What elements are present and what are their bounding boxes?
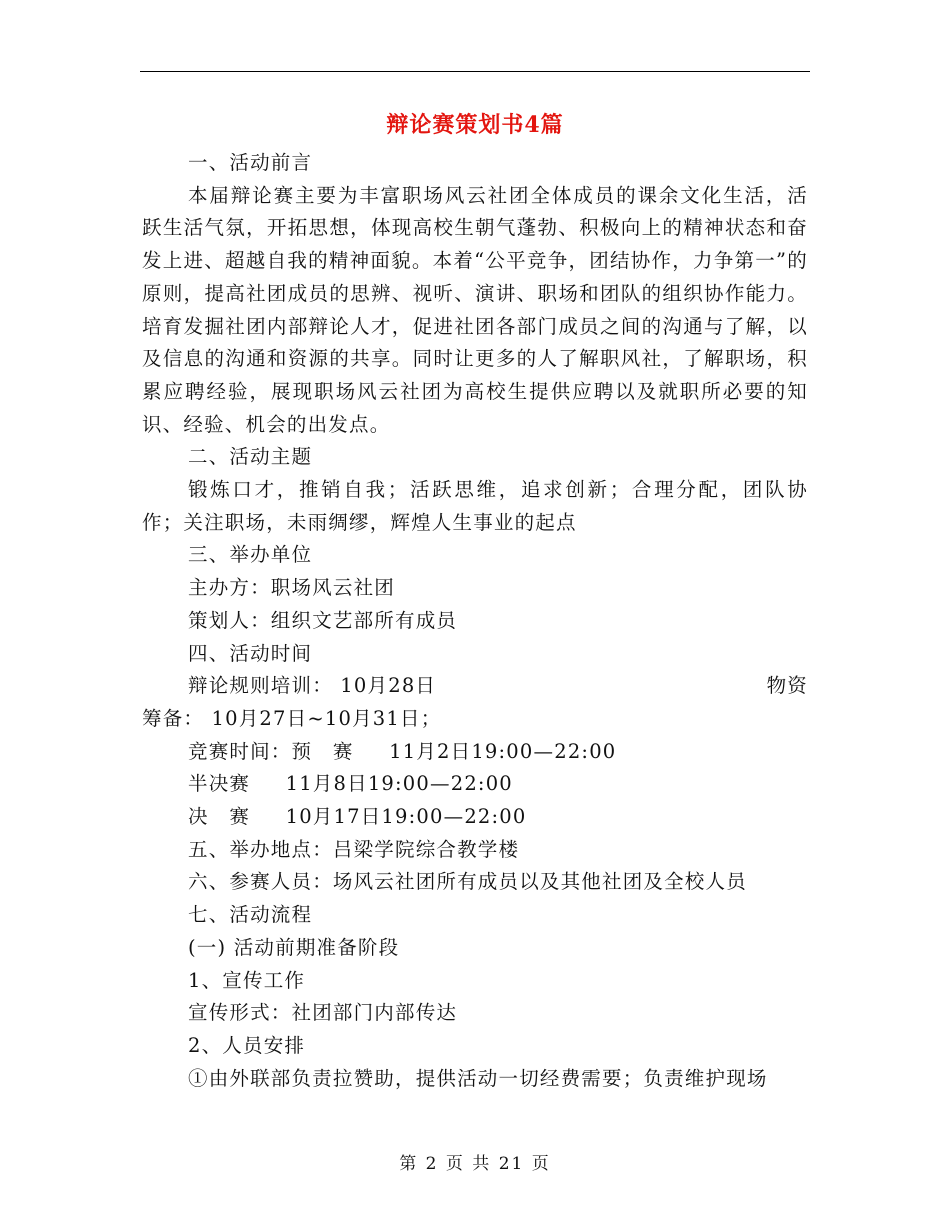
section-heading-theme: 二、活动主题 [188,445,313,469]
semifinal-schedule-line: 半决赛 11月8日19:00—22:00 [188,772,513,796]
document-title: 辩论赛策划书4篇 [386,112,564,138]
section-heading-time: 四、活动时间 [188,641,313,665]
page-number-footer: 第 2 页 共 21 页 [399,1154,551,1174]
participants-line: 六、参赛人员：场风云社团所有成员以及其他社团及全校人员 [188,870,747,894]
training-line [142,670,808,703]
section-heading-preface: 一、活动前言 [188,151,313,174]
section-heading-process: 七、活动流程 [188,903,313,927]
planner-line: 策划人：组织文艺部所有成员 [188,608,458,632]
prelim-schedule-line: 竞赛时间：预 赛 11月2日19:00—22:00 [188,739,617,763]
staffing-detail: ①由外联部负责拉赞助，提供活动一切经费需要；负责维护现场 [188,1066,768,1090]
publicity-detail: 宣传形式：社团部门内部传达 [188,1001,458,1025]
publicity-heading: 1、宣传工作 [188,968,306,992]
training-date: 辩论规则培训： 10月28日 [188,674,437,698]
document-body [142,147,808,1095]
material-preparation-line: 筹备： 10月27日~10月31日； [142,706,442,730]
staffing-heading: 2、人员安排 [188,1033,306,1057]
header-rule [140,71,810,72]
theme-paragraph: 锻炼口才，推销自我；活跃思维，追求创新；合理分配，团队协作；关注职场，未雨绸缪，辉煌人生事业的起点 [142,478,808,534]
section-heading-organizer: 三、举办单位 [188,543,313,567]
phase-one-heading: (一) 活动前期准备阶段 [188,935,400,959]
material-label-start: 物资 [766,674,808,698]
final-schedule-line: 决 赛 10月17日19:00—22:00 [188,805,527,829]
venue-line: 五、举办地点：吕梁学院综合教学楼 [188,837,520,861]
host-line: 主办方：职场风云社团 [188,576,396,600]
preface-paragraph: 本届辩论赛主要为丰富职场风云社团全体成员的课余文化生活，活跃生活气氛，开拓思想，体现高校生朝气蓬勃、积极向上的精神状态和奋发上进、超越自我的精神面貌。本着“公平竞争，团结协作，力争第一”的原则，提高社团成员的思辨、视听、演讲、职场和团队的组织协作能力。培育发掘社团内部辩论人才，促进社团各部门成员之间的沟通与了解，以及信息的沟通和资源的共享。同时让更多的人了解职风社，了解职场，积累应聘经验，展现职场风云社团为高校生提供应聘以及就职所必要的知识、经验、机会的出发点。 [142,183,808,436]
